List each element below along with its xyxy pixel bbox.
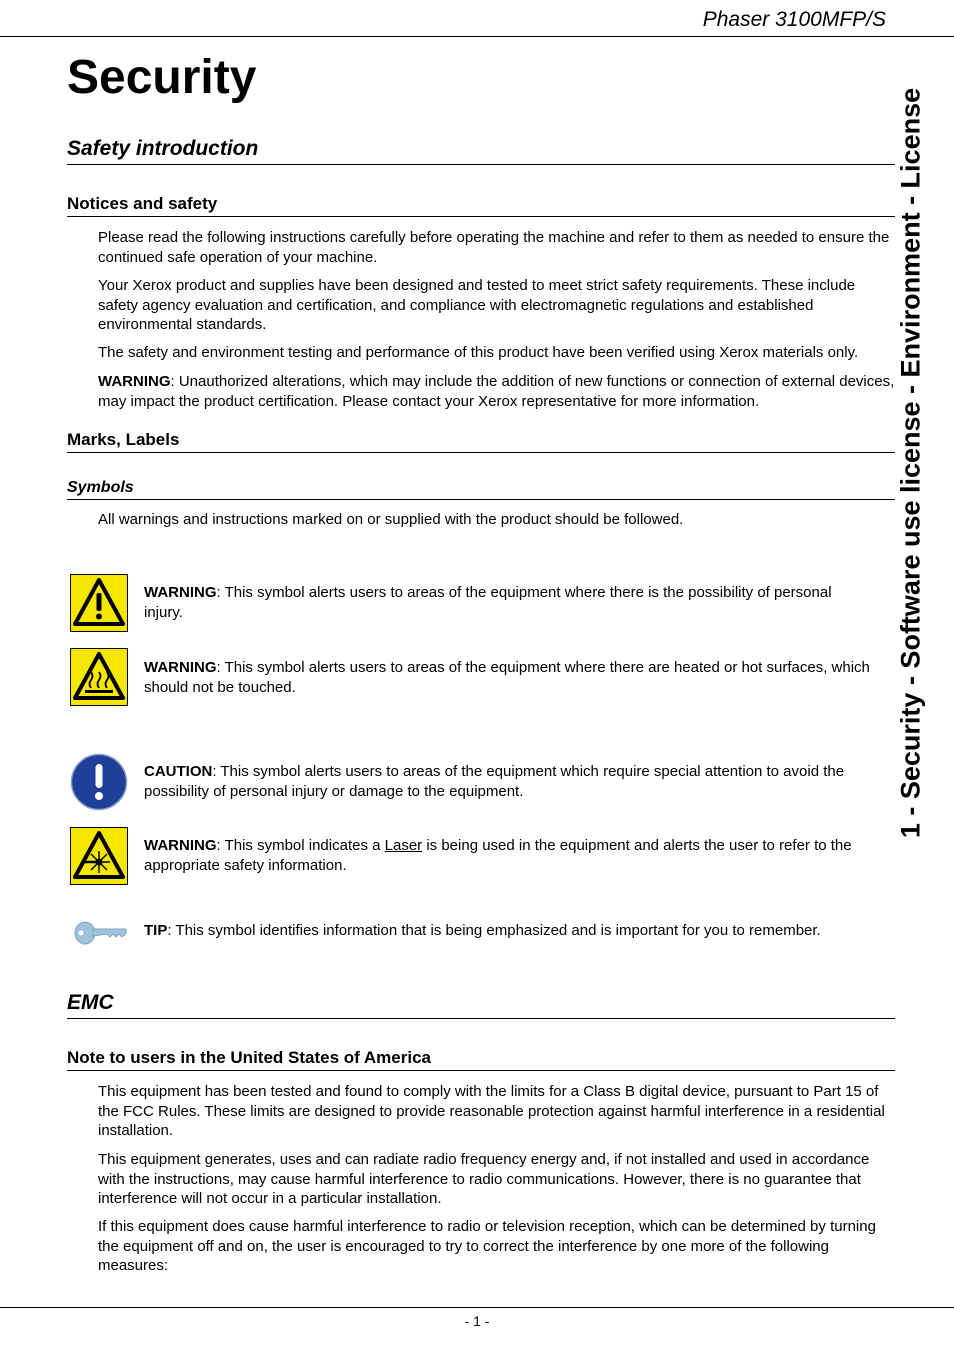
paragraph: This equipment generates, uses and can radiate radio frequency energy and, if not installed and used in accordance with the instructions, may cause harmful interference to radio communications. However, there is no guarantee that interference will not occur in a particular installation. — [98, 1151, 870, 1207]
paragraph: If this equipment does cause harmful interference to radio or television reception, which can be determined by turning the equipment off and on, the user is encouraged to try to correct the interference by one more of the following measures: — [98, 1218, 876, 1274]
symbol-description — [144, 921, 904, 941]
symbol-text: : This symbol identifies information that is being emphasized and is important for you to remember. — [167, 922, 821, 939]
symbol-description — [144, 658, 874, 697]
heading-symbols: Symbols — [67, 479, 134, 496]
symbol-label: CAUTION — [144, 763, 213, 780]
rule — [67, 1018, 895, 1019]
paragraph: Please read the following instructions carefully before operating the machine and refer to them as needed to ensure the continued safe operation of your machine. — [98, 229, 890, 266]
laser-glossary-link[interactable]: Laser — [384, 837, 423, 854]
footer-rule — [0, 1307, 954, 1308]
caution-circle-icon — [70, 753, 128, 811]
key-icon — [70, 914, 128, 952]
symbol-label: WARNING — [144, 837, 217, 854]
warning-triangle-icon — [70, 574, 128, 632]
heading-emc: EMC — [67, 991, 114, 1014]
symbol-text: : This symbol alerts users to areas of the equipment which require special attention to avoid the possibility of personal injury or damage to the equipment. — [144, 763, 845, 800]
page-number: - 1 - — [464, 1313, 490, 1329]
paragraph: Your Xerox product and supplies have been designed and tested to meet strict safety requirements. These include safety agency evaluation and certification, and compliance with electromagnetic regulations and established environmental standards. — [98, 277, 856, 333]
paragraph: This equipment has been tested and found to comply with the limits for a Class B digital device, pursuant to Part 15 of the FCC Rules. These limits are designed to provide reasonable protection against harmful interference in a residential installation. — [98, 1083, 885, 1139]
symbol-label: TIP — [144, 922, 168, 939]
heading-safety-introduction: Safety introduction — [67, 137, 259, 160]
rule — [67, 216, 895, 217]
heading-marks-labels: Marks, Labels — [67, 430, 180, 449]
laser-icon — [70, 827, 128, 885]
symbol-description — [144, 762, 874, 801]
warning-label: WARNING — [98, 373, 171, 390]
symbol-text: : This symbol alerts users to areas of the equipment where there is the possibility of personal injury. — [144, 584, 832, 621]
symbol-label: WARNING — [144, 659, 217, 676]
warning-paragraph — [98, 372, 895, 411]
page-title: Security — [67, 51, 257, 104]
warning-text: : Unauthorized alterations, which may include the addition of new functions or connection of external devices, may impact the product certification. Please contact your Xerox representative for more information. — [98, 373, 895, 410]
symbol-description — [144, 836, 874, 875]
rule — [67, 164, 895, 165]
paragraph: The safety and environment testing and performance of this product have been verified using Xerox materials only. — [98, 344, 859, 361]
header-rule — [0, 36, 954, 37]
heading-notices-and-safety: Notices and safety — [67, 194, 218, 213]
side-chapter-tab — [881, 60, 941, 866]
hot-surface-icon — [70, 648, 128, 706]
header-product-name: Phaser 3100MFP/S — [702, 8, 886, 31]
rule — [67, 499, 895, 500]
rule — [67, 1070, 895, 1071]
symbol-description — [144, 583, 874, 622]
symbol-label: WARNING — [144, 584, 217, 601]
side-chapter-label: 1 - Security - Software use license - Environment - License — [895, 87, 926, 839]
symbol-text: is being used in the equipment and alerts the user to refer to the appropriate safety information. — [144, 837, 852, 874]
symbol-text: : This symbol indicates a — [216, 837, 385, 854]
heading-note-usa: Note to users in the United States of America — [67, 1048, 431, 1067]
paragraph: All warnings and instructions marked on or supplied with the product should be followed. — [98, 511, 684, 528]
rule — [67, 452, 895, 453]
symbol-text: : This symbol alerts users to areas of the equipment where there are heated or hot surfaces, which should not be touched. — [144, 659, 870, 696]
